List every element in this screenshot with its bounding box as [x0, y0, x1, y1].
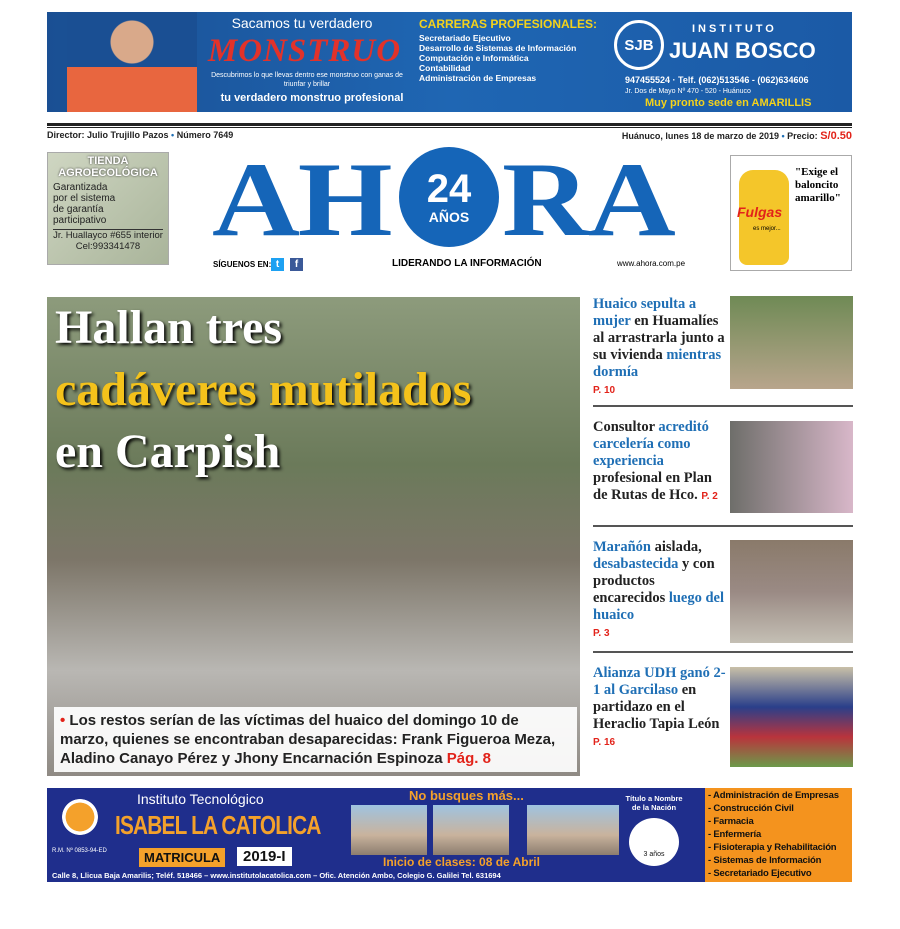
- ad-address: Jr. Dos de Mayo Nº 470 - 520 - Huánuco: [625, 88, 751, 95]
- careers-list: [419, 33, 576, 83]
- story-consultor[interactable]: [593, 419, 853, 519]
- logo-right: RA: [502, 141, 674, 258]
- divider: [47, 123, 852, 126]
- career: - Secretariado Ejecutivo: [708, 868, 812, 879]
- page-ref: P. 16: [593, 737, 616, 748]
- follow-label: SÍGUENOS EN:: [213, 260, 272, 269]
- bottom-banner-ad[interactable]: [47, 788, 705, 882]
- ad-sub: Descubrimos lo que llevas dentro ese monstruo con ganas de triunfar y brillar: [211, 72, 403, 88]
- fulgas-quote: "Exige el baloncito amarillo": [795, 166, 841, 204]
- career: Computación e Informática: [419, 53, 529, 63]
- top-banner-ad[interactable]: [47, 12, 852, 112]
- institute-label: Instituto Tecnológico: [137, 791, 264, 807]
- page-ref: P. 3: [593, 628, 610, 639]
- story-headline: Consultor acreditó carcelería como experiencia profesional en Plan de Rutas de Hco. P. 2: [593, 419, 718, 503]
- story-photo: [730, 667, 853, 767]
- caption-text: Los restos serían de las víctimas del huaico del domingo 10 de marzo, quienes se encontraban desaparecidas: Frank Figueroa Meza, Aladino Canayo Pérez y Jhony Encarnación Espinoza: [60, 712, 556, 767]
- ad-tagline: Sacamos tu verdadero: [231, 15, 373, 31]
- term: 2019-I: [237, 847, 292, 866]
- career: - Construcción Civil: [708, 803, 794, 814]
- fulgas-ad[interactable]: [730, 155, 852, 271]
- agro-phone: Cel:993341478: [75, 241, 141, 252]
- enroll-label: MATRICULA: [139, 848, 225, 867]
- anniversary-badge: [399, 147, 499, 247]
- ad-slogan: tu verdadero monstruo profesional: [220, 92, 404, 104]
- slogan: LIDERANDO LA INFORMACIÓN: [392, 258, 542, 269]
- story-alianza[interactable]: [593, 665, 853, 765]
- years: 3 años: [643, 851, 665, 858]
- career: Desarrollo de Sistemas de Información: [419, 43, 577, 53]
- story-photo: [730, 421, 853, 513]
- story-huaico[interactable]: [593, 296, 853, 399]
- fulgas-brand: Fulgas: [737, 204, 783, 220]
- date: Huánuco, lunes 18 de marzo de 2019: [621, 131, 779, 141]
- years-label: AÑOS: [428, 209, 470, 225]
- institute-logo: SJB: [614, 20, 664, 70]
- career: - Farmacia: [708, 816, 754, 827]
- director: Director: Julio Trujillo Pazos: [47, 130, 169, 140]
- career: - Enfermería: [708, 829, 762, 840]
- fulgas-small: es mejor...: [753, 226, 781, 232]
- divider: [593, 651, 853, 653]
- page-ref: P. 2: [701, 491, 718, 502]
- headline-line: en Carpish: [55, 425, 281, 478]
- divider: [593, 525, 853, 527]
- story-headline: Huaico sepulta a mujer en Huamalíes al arrastrarla junto a su vivienda mientras dormía P. 10: [593, 296, 725, 396]
- career: - Sistemas de Información: [708, 855, 822, 866]
- agro-ad[interactable]: [47, 152, 169, 265]
- agro-body: Garantizada por el sistema de garantía participativo: [53, 182, 116, 226]
- side-stories-column: [593, 296, 853, 765]
- price-label: Precio:: [787, 131, 818, 141]
- issue-number: Número 7649: [176, 130, 234, 140]
- lead-caption: • Los restos serían de las víctimas del huaico del domingo 10 de marzo, quienes se encontraban desaparecidas: Frank Figueroa Meza, Aladino Canayo Pérez y Jhony Encarnación Espinoza Pág. 8: [54, 707, 577, 772]
- price: S/0.50: [820, 130, 852, 142]
- institute-label: INSTITUTO: [692, 23, 777, 35]
- campus-photo: [433, 805, 509, 855]
- career: Administración de Empresas: [419, 73, 537, 83]
- graduation-cap-icon: [629, 818, 679, 866]
- campus-photo: [527, 805, 619, 855]
- ad-tagline: No busques más...: [409, 788, 524, 803]
- story-headline: Alianza UDH ganó 2-1 al Garcilaso en partidazo en el Heraclio Tapia León P. 16: [593, 665, 726, 748]
- date-price: Huánuco, lunes 18 de marzo de 2019 • Precio: S/0.50: [621, 130, 852, 142]
- ad-notice: Muy pronto sede en AMARILLIS: [645, 97, 812, 109]
- headline-line: cadáveres mutilados: [55, 363, 472, 416]
- twitter-icon[interactable]: t: [271, 258, 284, 271]
- careers-title: CARRERAS PROFESIONALES:: [419, 17, 598, 31]
- website-link[interactable]: www.ahora.com.pe: [617, 259, 686, 268]
- ad-phones: 947455524 · Telf. (062)513546 - (062)634606: [625, 75, 809, 85]
- career: - Fisioterapia y Rehabilitación: [708, 842, 837, 853]
- page-ref: P. 10: [593, 385, 616, 396]
- start-date: Inicio de clases: 08 de Abril: [383, 855, 540, 869]
- page-ref: Pág. 8: [446, 750, 491, 767]
- crest-icon: [53, 794, 107, 840]
- bottom-careers-list: [705, 788, 852, 882]
- campus-photo: [351, 805, 427, 855]
- institute-name: JUAN BOSCO: [669, 38, 816, 63]
- rm-number: R.M. Nº 0853-94-ED: [52, 848, 107, 854]
- story-photo: [730, 540, 853, 643]
- story-photo: [730, 296, 853, 389]
- facebook-icon[interactable]: f: [290, 258, 303, 271]
- career: Contabilidad: [419, 63, 471, 73]
- title-note: Título a Nombre de la Nación: [625, 794, 683, 812]
- career: Secretariado Ejecutivo: [419, 33, 511, 43]
- agro-address: Jr. Huallayco #655 interior: [53, 230, 163, 241]
- years-number: 24: [426, 167, 472, 211]
- career: - Administración de Empresas: [708, 790, 839, 801]
- ad-photo: [67, 12, 197, 112]
- institute-name: ISABEL LA CATOLICA: [115, 810, 321, 840]
- story-maranon[interactable]: [593, 539, 853, 643]
- ad-headline: MONSTRUO: [207, 33, 402, 69]
- divider: [593, 405, 853, 407]
- issue-info: Director: Julio Trujillo Pazos • Número 7649: [47, 130, 234, 140]
- divider: [47, 127, 852, 128]
- masthead-logo[interactable]: [212, 141, 692, 258]
- story-headline: Marañón aislada, desabastecida y con productos encarecidos luego del huaico P. 3: [593, 539, 725, 639]
- agro-title: TIENDA AGROECOLÓGICA: [58, 155, 158, 179]
- logo-left: AH: [212, 141, 391, 258]
- ad-address: Calle 8, Llicua Baja Amarilis; Teléf. 518466 – www.institutolacatolica.com – Ofic. Atención Ambo, Colegio G. Galilei Tel. 631694: [52, 871, 501, 880]
- lead-headline: [55, 297, 575, 483]
- lead-story[interactable]: [47, 297, 580, 776]
- headline-line: Hallan tres: [55, 301, 283, 354]
